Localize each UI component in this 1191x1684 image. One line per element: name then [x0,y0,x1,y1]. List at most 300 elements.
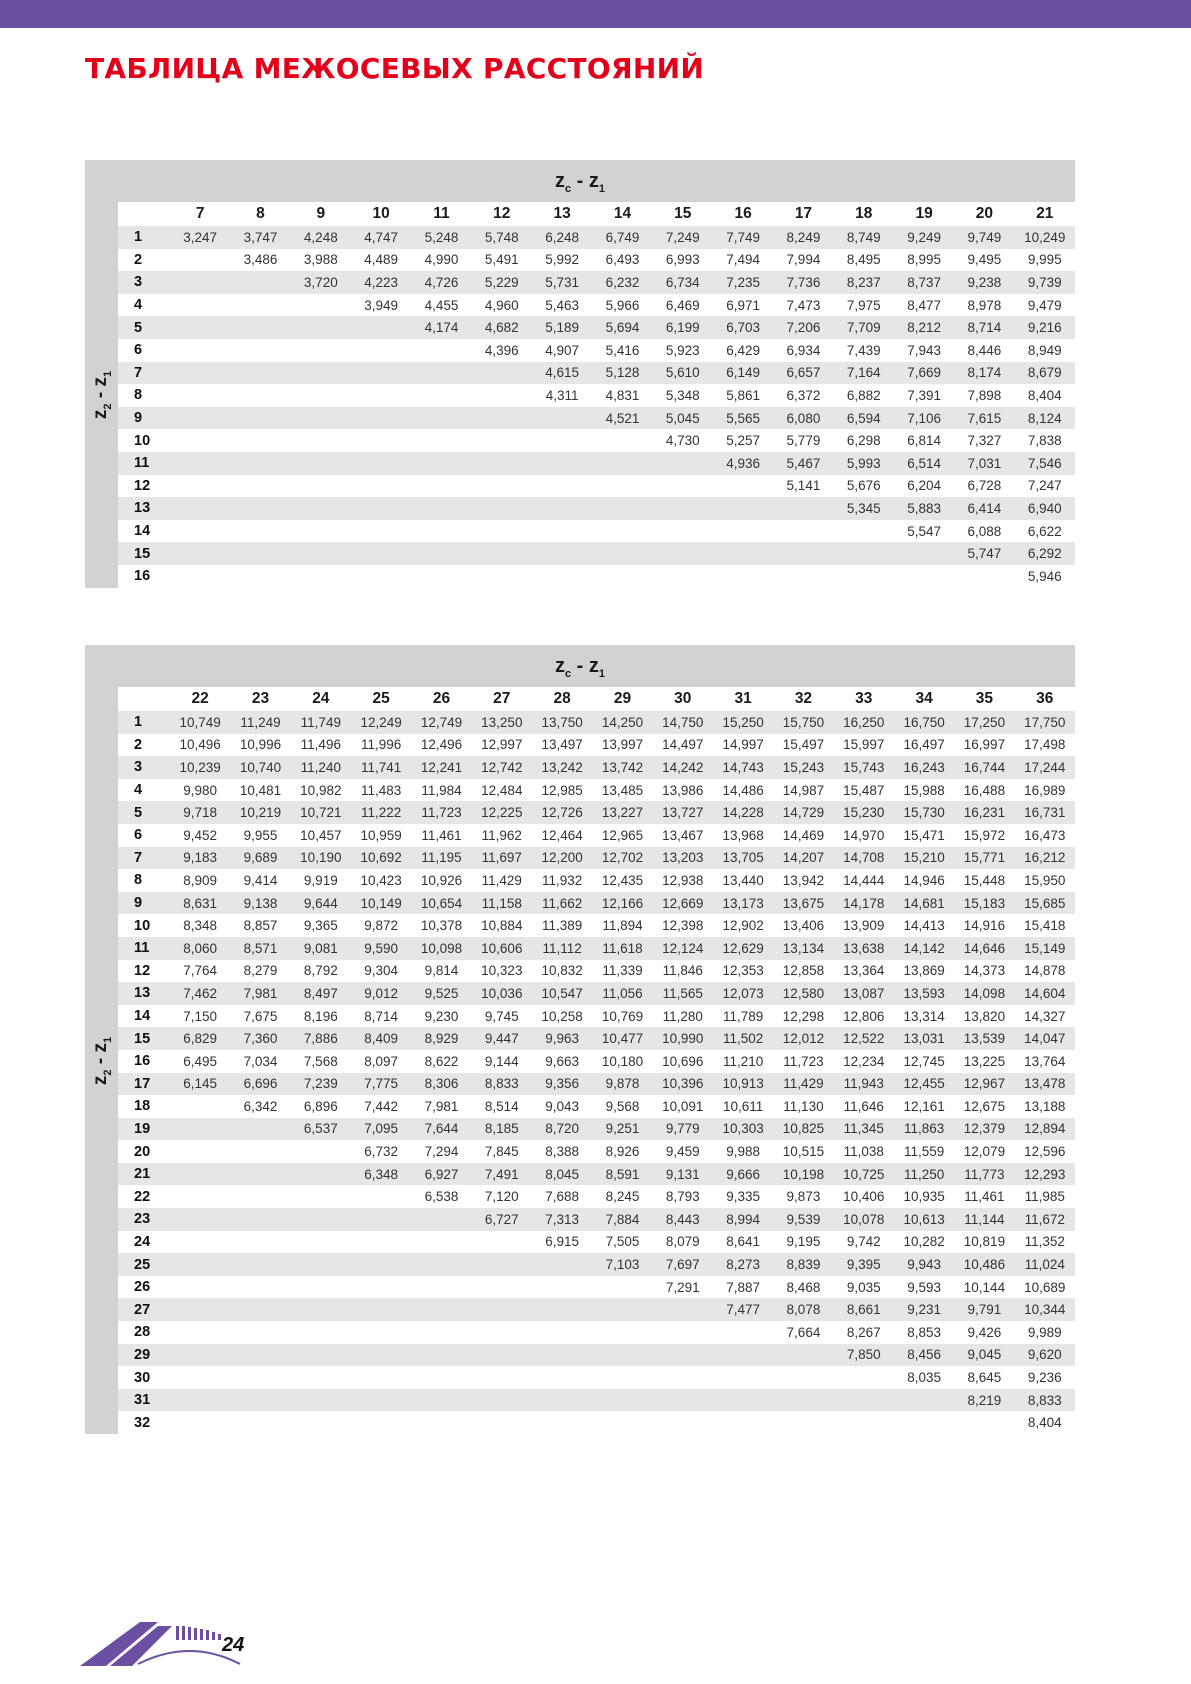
table-cell [592,1366,652,1389]
table-cell: 11,559 [894,1140,954,1163]
table-cell: 7,327 [954,429,1014,452]
table-cell: 10,258 [532,1005,592,1028]
row-header: 6 [118,339,170,362]
table-cell [170,565,230,588]
table-cell [532,1411,592,1434]
table-cell: 10,996 [230,734,290,757]
table-cell: 16,488 [954,779,1014,802]
table-cell: 6,469 [653,294,713,317]
table-cell: 9,539 [773,1208,833,1231]
table-cell: 8,306 [411,1073,471,1096]
table-cell: 8,737 [894,271,954,294]
table-cell [834,542,894,565]
table-cell: 8,514 [472,1095,532,1118]
row-header: 7 [118,847,170,870]
table-cell [230,1118,290,1141]
table-cell: 4,396 [472,339,532,362]
table-cell [291,542,351,565]
table-cell: 14,413 [894,914,954,937]
table-cell: 14,987 [773,779,833,802]
table-cell [472,1231,532,1254]
column-header: 27 [472,687,532,711]
table-cell: 5,257 [713,429,773,452]
table-cell: 3,747 [230,226,290,249]
table-cell: 6,896 [291,1095,351,1118]
table-cell [351,1344,411,1367]
table-cell [411,1253,471,1276]
table-cell: 6,732 [351,1140,411,1163]
table-cell: 9,872 [351,914,411,937]
row-header: 9 [118,892,170,915]
table-cell: 6,940 [1015,497,1075,520]
table-cell [472,1276,532,1299]
table-cell: 12,379 [954,1118,1014,1141]
table-cell: 9,249 [894,226,954,249]
table-cell: 14,327 [1015,1005,1075,1028]
table-cell: 6,814 [894,429,954,452]
row-header: 24 [118,1231,170,1254]
table-cell: 7,120 [472,1185,532,1208]
table-cell [291,1411,351,1434]
table-cell: 10,654 [411,892,471,915]
table-cell [170,271,230,294]
table-cell: 11,483 [351,779,411,802]
column-header: 23 [230,687,290,711]
table-cell: 4,747 [351,226,411,249]
table-cell: 11,749 [291,711,351,734]
table-cell: 10,613 [894,1208,954,1231]
table-cell: 9,525 [411,982,471,1005]
table-cell: 10,481 [230,779,290,802]
table-cell: 11,985 [1015,1185,1075,1208]
table-cell: 12,234 [834,1050,894,1073]
table-cell: 14,646 [954,937,1014,960]
table-cell [170,1208,230,1231]
table-cell: 13,134 [773,937,833,960]
table-cell: 5,923 [653,339,713,362]
table-cell: 8,949 [1015,339,1075,362]
table-cell: 6,145 [170,1073,230,1096]
table-cell: 8,468 [773,1276,833,1299]
table-cell: 6,915 [532,1231,592,1254]
table-cell: 5,883 [894,497,954,520]
table-cell [713,497,773,520]
row-header: 20 [118,1140,170,1163]
column-header: 22 [170,687,230,711]
table-cell: 11,496 [291,734,351,757]
table-cell: 8,497 [291,982,351,1005]
table-cell: 7,031 [954,452,1014,475]
table-cell: 12,702 [592,847,652,870]
table-cell [834,1411,894,1434]
table-cell: 10,692 [351,847,411,870]
table-cell: 7,850 [834,1344,894,1367]
table-cell: 8,909 [170,869,230,892]
table-cell: 6,993 [653,249,713,272]
table-row [118,1366,1075,1389]
table-cell: 4,455 [411,294,471,317]
table-cell: 14,207 [773,847,833,870]
table-cell [351,1389,411,1412]
table-cell: 7,975 [834,294,894,317]
table-cell: 11,240 [291,756,351,779]
table-cell: 5,348 [653,384,713,407]
table-cell: 6,703 [713,316,773,339]
table-cell: 10,913 [713,1073,773,1096]
table-cell: 7,887 [713,1276,773,1299]
table-cell: 9,791 [954,1298,1014,1321]
table-cell: 12,496 [411,734,471,757]
row-header: 30 [118,1366,170,1389]
table-cell [532,1344,592,1367]
table-cell [411,407,471,430]
row-header: 26 [118,1276,170,1299]
table-cell: 7,439 [834,339,894,362]
table-cell: 10,190 [291,847,351,870]
table-cell [230,497,290,520]
table-cell: 7,981 [230,982,290,1005]
table-cell [230,1344,290,1367]
table-cell [170,316,230,339]
table-cell: 10,239 [170,756,230,779]
table-cell [411,1411,471,1434]
table-cell: 8,641 [713,1231,773,1254]
table-cell [954,1411,1014,1434]
table-cell [411,1344,471,1367]
table-cell [230,1208,290,1231]
table-cell: 13,188 [1015,1095,1075,1118]
row-header: 14 [118,1005,170,1028]
table-cell [472,384,532,407]
table-cell: 11,723 [411,801,471,824]
table-cell: 13,087 [834,982,894,1005]
table-cell: 12,749 [411,711,471,734]
table-row [118,475,1075,498]
table-cell: 6,514 [894,452,954,475]
table-cell: 9,593 [894,1276,954,1299]
table-row [118,982,1075,1005]
table-row [118,1389,1075,1412]
row-header: 29 [118,1344,170,1367]
table-cell: 9,395 [834,1253,894,1276]
table-cell [230,542,290,565]
table-cell: 5,463 [532,294,592,317]
table-cell: 8,679 [1015,362,1075,385]
table-cell [230,1321,290,1344]
table-cell [411,339,471,362]
table-cell: 6,495 [170,1050,230,1073]
table-cell: 10,091 [653,1095,713,1118]
table-cell: 8,446 [954,339,1014,362]
table-cell [411,429,471,452]
table-cell: 15,497 [773,734,833,757]
row-header: 22 [118,1185,170,1208]
column-header: 19 [894,202,954,226]
table-row [118,1095,1075,1118]
table-cell: 5,676 [834,475,894,498]
table-cell [653,1298,713,1321]
table-cell [291,294,351,317]
column-header: 24 [291,687,351,711]
row-header: 2 [118,734,170,757]
table-cell: 11,210 [713,1050,773,1073]
table-cell [230,1253,290,1276]
table-cell: 11,723 [773,1050,833,1073]
table-cell: 11,741 [351,756,411,779]
table-cell: 12,669 [653,892,713,915]
table-cell: 10,825 [773,1118,833,1141]
row-header: 8 [118,869,170,892]
row-header: 11 [118,452,170,475]
table-cell: 10,036 [472,982,532,1005]
table-cell: 7,697 [653,1253,713,1276]
table-cell: 9,742 [834,1231,894,1254]
table-cell: 5,229 [472,271,532,294]
table-cell [592,1411,652,1434]
table-cell: 11,618 [592,937,652,960]
row-header: 7 [118,362,170,385]
table-cell: 13,638 [834,937,894,960]
table-cell: 14,916 [954,914,1014,937]
table-cell: 11,195 [411,847,471,870]
page-title: ТАБЛИЦА МЕЖОСЕВЫХ РАССТОЯНИЙ [85,52,705,85]
table-cell [713,1389,773,1412]
table-cell [653,475,713,498]
table-cell: 9,988 [713,1140,773,1163]
table-cell: 11,996 [351,734,411,757]
row-header: 14 [118,520,170,543]
table-cell: 8,060 [170,937,230,960]
table-cell: 11,662 [532,892,592,915]
table-cell [834,565,894,588]
table-cell [230,362,290,385]
table-cell: 14,743 [713,756,773,779]
column-header: 33 [834,687,894,711]
table-cell: 15,972 [954,824,1014,847]
table-cell: 5,861 [713,384,773,407]
table-cell: 9,590 [351,937,411,960]
table-cell: 5,141 [773,475,833,498]
table-cell: 13,497 [532,734,592,757]
table-cell: 8,124 [1015,407,1075,430]
table-cell: 6,348 [351,1163,411,1186]
table-cell [291,362,351,385]
table-cell: 6,594 [834,407,894,430]
row-header: 10 [118,429,170,452]
table-cell [411,497,471,520]
table-cell: 14,228 [713,801,773,824]
table-cell [170,362,230,385]
column-header: 32 [773,687,833,711]
table-cell [230,1163,290,1186]
table-cell: 5,747 [954,542,1014,565]
table-cell: 12,298 [773,1005,833,1028]
column-header: 34 [894,687,954,711]
table-cell: 12,938 [653,869,713,892]
table-cell [411,542,471,565]
table-cell [773,520,833,543]
table-cell [653,520,713,543]
table-cell: 10,282 [894,1231,954,1254]
table-cell: 10,198 [773,1163,833,1186]
table-cell: 4,615 [532,362,592,385]
table-cell: 10,477 [592,1027,652,1050]
table-cell: 6,696 [230,1073,290,1096]
table-cell: 10,769 [592,1005,652,1028]
table-cell: 6,429 [713,339,773,362]
table-cell [351,542,411,565]
table-cell: 9,131 [653,1163,713,1186]
table-cell [351,1321,411,1344]
table-cell: 7,688 [532,1185,592,1208]
table-cell [773,1411,833,1434]
data-grid [118,687,1075,1434]
table-cell: 7,749 [713,226,773,249]
table-cell: 10,303 [713,1118,773,1141]
table-cell: 9,183 [170,847,230,870]
table-cell: 11,222 [351,801,411,824]
table-cell [472,452,532,475]
table-row [118,294,1075,317]
table-cell [291,520,351,543]
table-cell: 15,988 [894,779,954,802]
row-header: 19 [118,1118,170,1141]
table-cell [532,1253,592,1276]
table-cell: 10,547 [532,982,592,1005]
column-header: 10 [351,202,411,226]
table-cell: 9,995 [1015,249,1075,272]
table-cell [592,475,652,498]
table-cell [653,1389,713,1412]
table-row [118,565,1075,588]
table-cell: 12,124 [653,937,713,960]
table-row [118,1163,1075,1186]
table-cell: 12,398 [653,914,713,937]
table-cell: 14,878 [1015,960,1075,983]
table-row [118,1208,1075,1231]
column-header: 30 [653,687,713,711]
table-cell [592,1298,652,1321]
table-cell: 9,012 [351,982,411,1005]
table-cell: 11,773 [954,1163,1014,1186]
table-cell [230,565,290,588]
table-cell: 14,142 [894,937,954,960]
table-cell: 9,414 [230,869,290,892]
table-cell: 10,144 [954,1276,1014,1299]
table-cell: 16,989 [1015,779,1075,802]
table-cell [351,1366,411,1389]
table-cell: 10,344 [1015,1298,1075,1321]
table-cell: 14,604 [1015,982,1075,1005]
table-cell: 8,249 [773,226,833,249]
table-cell: 10,749 [170,711,230,734]
table-cell [592,565,652,588]
table-cell: 13,742 [592,756,652,779]
table-cell [472,362,532,385]
table-cell: 9,644 [291,892,351,915]
table-cell: 11,345 [834,1118,894,1141]
table-cell: 7,235 [713,271,773,294]
table-row [118,1344,1075,1367]
table-cell: 6,927 [411,1163,471,1186]
table-cell: 9,043 [532,1095,592,1118]
table-cell: 6,298 [834,429,894,452]
table-cell: 6,232 [592,271,652,294]
table-cell: 13,986 [653,779,713,802]
table-cell [230,1298,290,1321]
table-cell: 7,994 [773,249,833,272]
table-cell: 11,863 [894,1118,954,1141]
table-cell [351,1298,411,1321]
table-cell [411,1208,471,1231]
table-cell: 13,467 [653,824,713,847]
table-cell [230,1389,290,1412]
table-cell: 5,467 [773,452,833,475]
table-cell: 8,833 [1015,1389,1075,1412]
table-cell [230,407,290,430]
table-cell [170,475,230,498]
table-cell [351,1185,411,1208]
table-cell: 6,088 [954,520,1014,543]
table-cell: 8,245 [592,1185,652,1208]
table-cell [472,1344,532,1367]
table-cell: 8,477 [894,294,954,317]
table-cell: 8,035 [894,1366,954,1389]
table-cell [230,1185,290,1208]
table-cell: 9,251 [592,1118,652,1141]
table-cell [291,339,351,362]
table-cell: 5,045 [653,407,713,430]
table-cell [472,520,532,543]
table-cell: 4,960 [472,294,532,317]
table-cell: 12,894 [1015,1118,1075,1141]
table-cell: 15,685 [1015,892,1075,915]
table-cell [713,542,773,565]
table-cell: 13,539 [954,1027,1014,1050]
table-cell: 5,731 [532,271,592,294]
table-cell [230,294,290,317]
table-cell [653,542,713,565]
row-header: 23 [118,1208,170,1231]
table-cell: 5,610 [653,362,713,385]
table-cell: 12,726 [532,801,592,824]
column-header: 17 [773,202,833,226]
column-header: 16 [713,202,773,226]
table-cell: 7,294 [411,1140,471,1163]
row-header: 12 [118,960,170,983]
table-cell: 7,239 [291,1073,351,1096]
table-cell: 6,372 [773,384,833,407]
table-cell: 11,250 [894,1163,954,1186]
table-cell: 12,200 [532,847,592,870]
table-cell: 7,360 [230,1027,290,1050]
table-cell: 11,249 [230,711,290,734]
table-cell [532,520,592,543]
table-cell: 6,934 [773,339,833,362]
table-cell: 7,669 [894,362,954,385]
table-cell: 9,749 [954,226,1014,249]
table-cell: 13,869 [894,960,954,983]
table-cell [170,1118,230,1141]
table-cell [291,1163,351,1186]
table-cell: 8,833 [472,1073,532,1096]
table-cell [472,1321,532,1344]
table-cell: 14,178 [834,892,894,915]
table-cell [411,1389,471,1412]
table-cell: 12,435 [592,869,652,892]
table-cell [532,1276,592,1299]
table-cell [773,542,833,565]
